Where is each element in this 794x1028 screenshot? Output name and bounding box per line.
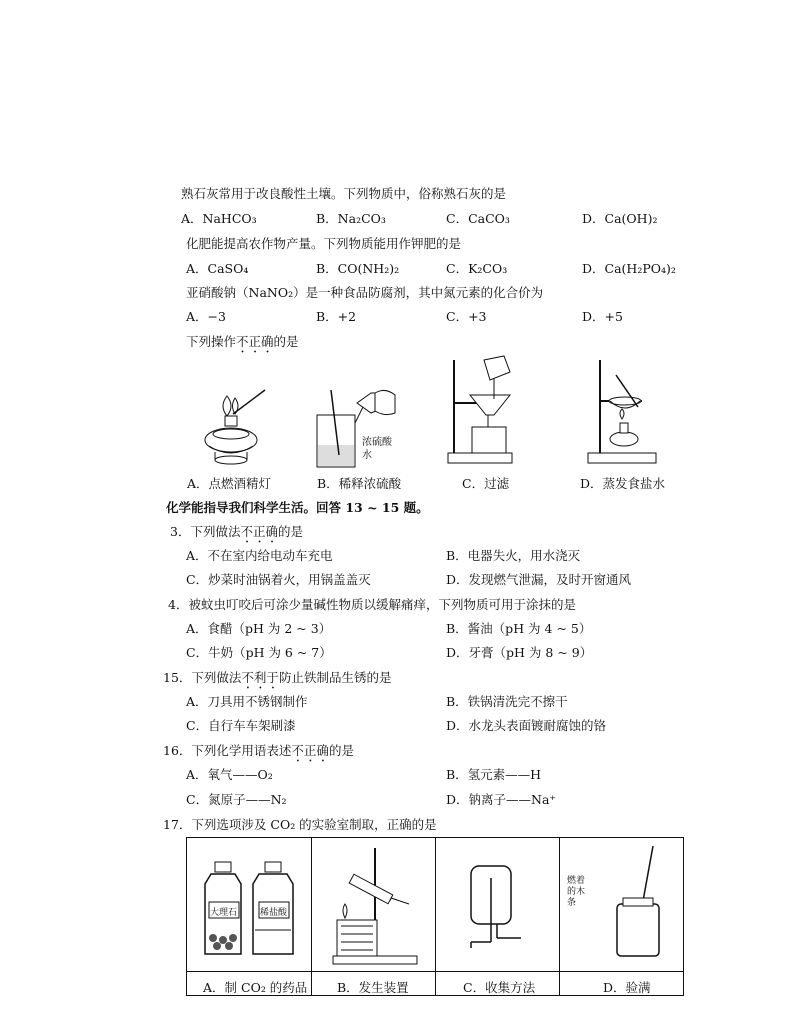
q9-option-a: A．NaHCO₃ <box>181 211 257 226</box>
q11-option-a: A．−3 <box>186 309 226 324</box>
q17-figure-table <box>186 837 684 996</box>
hcl-label: 稀盐酸 <box>260 908 288 918</box>
q13-option-d: D．发现燃气泄漏，及时开窗通风 <box>446 572 632 587</box>
q17-caption-d: D．验满 <box>603 980 651 995</box>
q9-stem: 熟石灰常用于改良酸性土壤。下列物质中，俗称熟石灰的是 <box>181 186 507 201</box>
q11-option-c: C．+3 <box>446 309 487 324</box>
marble-label: 大理石 <box>210 908 238 918</box>
q13-number: 3． <box>170 524 191 539</box>
q12-stem-emphasis: 不正确 <box>236 334 274 349</box>
q12-caption-b: B．稀释浓硫酸 <box>317 476 402 491</box>
q10-option-a: A．CaSO₄ <box>186 261 249 276</box>
q12-caption-c: C．过滤 <box>462 476 510 491</box>
q11-option-d: D．+5 <box>582 309 623 324</box>
q17-caption-b: B．发生装置 <box>337 980 409 995</box>
q14-number: 4． <box>168 597 189 612</box>
water-label: 水 <box>362 450 372 461</box>
q16-option-b: B．氢元素——H <box>446 767 542 782</box>
dilute-sulfuric-acid-figure <box>305 385 405 470</box>
q9-option-b: B．Na₂CO₃ <box>316 211 386 226</box>
q16-stem <box>163 741 354 765</box>
gas-collection-figure <box>457 858 537 958</box>
q9-option-c: C．CaCO₃ <box>446 211 510 226</box>
q9-option-d: D．Ca(OH)₂ <box>582 211 658 226</box>
q17-stem-text: 下列选项涉及 CO₂ 的实验室制取，正确的是 <box>191 817 437 832</box>
q14-stem-text: 被蚊虫叮咬后可涂少量碱性物质以缓解痛痒，下列物质可用于涂抹的是 <box>188 597 576 612</box>
q15-number: 15． <box>163 670 192 685</box>
q16-option-d: D．钠离子——Na⁺ <box>446 792 557 807</box>
q12-caption-d: D．蒸发食盐水 <box>580 476 666 491</box>
q17-caption-c: C．收集方法 <box>463 980 536 995</box>
evaporation-figure <box>580 355 660 465</box>
q13-stem-emphasis: 不正确 <box>240 524 278 539</box>
q11-stem: 亚硝酸钠（NaNO₂）是一种食品防腐剂，其中氮元素的化合价为 <box>186 285 544 300</box>
filtration-figure <box>440 355 520 465</box>
q15-stem-post: 防止铁制品生锈的是 <box>278 670 392 685</box>
q10-option-d: D．Ca(H₂PO₄)₂ <box>582 261 676 276</box>
q15-option-d: D．水龙头表面镀耐腐蚀的铬 <box>446 718 607 733</box>
q11-option-b: B．+2 <box>316 309 357 324</box>
acid-label: 浓硫酸 <box>362 437 392 448</box>
burning-stick-label: 燃着的木条 <box>567 876 586 908</box>
q10-stem: 化肥能提高农作物产量。下列物质能用作钾肥的是 <box>186 236 462 251</box>
q15-option-a: A．刀具用不锈钢制作 <box>186 694 308 709</box>
q15-option-c: C．自行车车架刷漆 <box>186 718 296 733</box>
q15-stem <box>163 668 391 692</box>
section-heading: 化学能指导我们科学生活。回答 13 ~ 15 题。 <box>166 500 429 515</box>
q17-number: 17． <box>163 817 192 832</box>
alcohol-lamp-lighting-figure <box>195 380 275 470</box>
q15-option-b: B．铁锅清洗完不擦干 <box>446 694 568 709</box>
q15-stem-pre: 下列做法 <box>191 670 242 685</box>
q13-option-b: B．电器失火，用水浇灭 <box>446 548 581 563</box>
q16-number: 16． <box>163 743 192 758</box>
q14-option-a: A．食醋（pH 为 2 ~ 3） <box>186 621 332 636</box>
q17-caption-a: A．制 CO₂ 的药品 <box>203 980 308 995</box>
q13-stem-pre: 下列做法 <box>190 524 241 539</box>
verify-full-figure <box>607 844 677 964</box>
q10-option-b: B．CO(NH₂)₂ <box>316 261 400 276</box>
q17-stem <box>163 815 437 833</box>
q15-stem-emphasis: 不利于 <box>241 670 279 685</box>
q12-caption-a: A．点燃酒精灯 <box>187 476 272 491</box>
q16-option-a: A．氧气——O₂ <box>186 767 273 782</box>
q16-option-c: C．氮原子——N₂ <box>186 792 287 807</box>
q16-stem-pre: 下列化学用语表述 <box>191 743 292 758</box>
q12-stem <box>186 332 299 356</box>
q10-option-c: C．K₂CO₃ <box>446 261 508 276</box>
q14-option-c: C．牛奶（pH 为 6 ~ 7） <box>186 645 332 660</box>
q13-option-c: C．炒菜时油锅着火，用锅盖盖灭 <box>186 572 371 587</box>
q16-stem-post: 的是 <box>328 743 354 758</box>
q13-stem <box>170 522 303 546</box>
q14-stem <box>168 595 576 613</box>
q16-stem-emphasis: 不正确 <box>291 743 329 758</box>
q13-option-a: A．不在室内给电动车充电 <box>186 548 333 563</box>
q14-option-d: D．牙膏（pH 为 8 ~ 9） <box>446 645 593 660</box>
q12-stem-pre: 下列操作 <box>186 334 237 349</box>
q13-stem-post: 的是 <box>277 524 303 539</box>
gas-generator-figure <box>325 844 425 968</box>
q12-stem-post: 的是 <box>273 334 299 349</box>
q14-option-b: B．酱油（pH 为 4 ~ 5） <box>446 621 592 636</box>
